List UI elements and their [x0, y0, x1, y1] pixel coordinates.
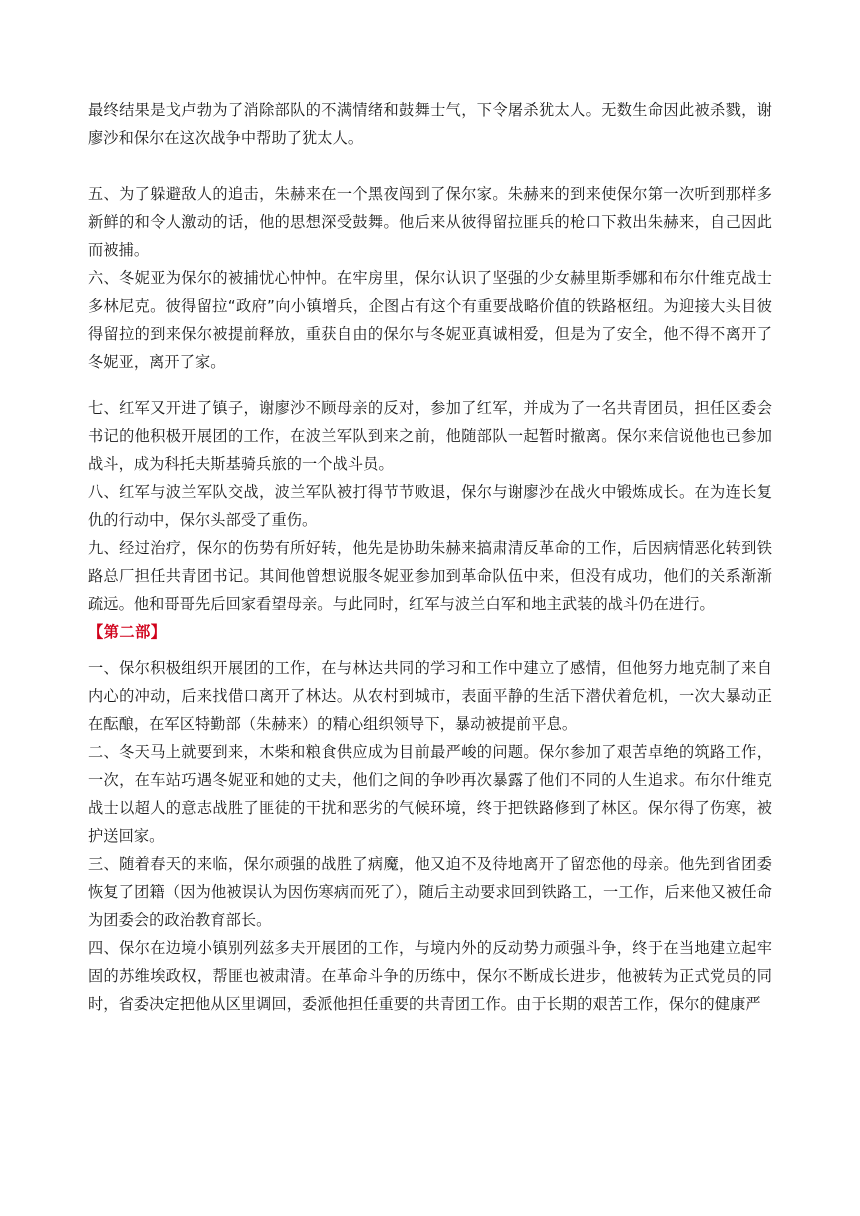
paragraph-gap	[88, 152, 772, 180]
paragraph-part1-section-7: 七、红军又开进了镇子，谢廖沙不顾母亲的反对，参加了红军，并成为了一名共青团员，担任区委会书记的他积极开展团的工作，在波兰军队到来之前，他随部队一起暂时撤离。保尔来信说他也已参加战斗，成为科托夫斯基骑兵旅的一个战斗员。	[88, 399, 772, 473]
paragraph-part2-section-1: 一、保尔积极组织开展团的工作，在与林达共同的学习和工作中建立了感情，但他努力地克制了来自内心的冲动，后来找借口离开了林达。从农村到城市，表面平静的生活下潜伏着危机，一次大暴动正在酝酿，在军区特勤部（朱赫来）的精心组织领导下，暴动被提前平息。	[88, 659, 772, 733]
paragraph-massacre-outcome: 最终结果是戈卢勃为了消除部队的不满情绪和鼓舞士气，下令屠杀犹太人。无数生命因此被杀戮，谢廖沙和保尔在这次战争中帮助了犹太人。	[88, 101, 772, 147]
document-body	[88, 96, 772, 1018]
paragraph-part2-section-3: 三、随着春天的来临，保尔顽强的战胜了病魔，他又迫不及待地离开了留恋他的母亲。他先到省团委恢复了团籍（因为他被误认为因伤寒病而死了），随后主动要求回到铁路工，一工作，后来他又被任命为团委会的政治教育部长。	[88, 855, 772, 929]
paragraph-part1-section-5: 五、为了躲避敌人的追击，朱赫来在一个黑夜闯到了保尔家。朱赫来的到来使保尔第一次听到那样多新鲜的和令人激动的话，他的思想深受鼓舞。他后来从彼得留拉匪兵的枪口下救出朱赫来，自己因此而被捕。	[88, 185, 772, 259]
paragraph-part2-section-2: 二、冬天马上就要到来，木柴和粮食供应成为目前最严峻的问题。保尔参加了艰苦卓绝的筑路工作，一次，在车站巧遇冬妮亚和她的丈夫，他们之间的争吵再次暴露了他们不同的人生追求。布尔什维克战士以超人的意志战胜了匪徒的干扰和恶劣的气候环境，终于把铁路修到了林区。保尔得了伤寒，被护送回家。	[88, 743, 772, 845]
paragraph-part1-section-8: 八、红军与波兰军队交战，波兰军队被打得节节败退，保尔与谢廖沙在战火中锻炼成长。在为连长复仇的行动中，保尔头部受了重伤。	[88, 483, 772, 529]
paragraph-gap	[88, 376, 772, 394]
paragraph-gap	[88, 646, 772, 654]
section-title-part-two: 【第二部】	[88, 623, 167, 641]
paragraph-part1-section-6: 六、冬妮亚为保尔的被捕忧心忡忡。在牢房里，保尔认识了坚强的少女赫里斯季娜和布尔什维克战士多林尼克。彼得留拉“政府”向小镇增兵，企图占有这个有重要战略价值的铁路枢纽。为迎接大头目彼得留拉的到来保尔被提前释放，重获自由的保尔与冬妮亚真诚相爱，但是为了安全，他不得不离开了冬妮亚，离开了家。	[88, 269, 772, 371]
paragraph-part2-section-4: 四、保尔在边境小镇别列兹多夫开展团的工作，与境内外的反动势力顽强斗争，终于在当地建立起牢固的苏维埃政权，帮匪也被肃清。在革命斗争的历练中，保尔不断成长进步，他被转为正式党员的同时，省委决定把他从区里调回，委派他担任重要的共青团工作。由于长期的艰苦工作，保尔的健康严	[88, 939, 772, 1013]
paragraph-part1-section-9: 九、经过治疗，保尔的伤势有所好转，他先是协助朱赫来搞肃清反革命的工作，后因病情恶化转到铁路总厂担任共青团书记。其间他曾想说服冬妮亚参加到革命队伍中来，但没有成功，他们的关系渐渐疏远。他和哥哥先后回家看望母亲。与此同时，红军与波兰白军和地主武装的战斗仍在进行。	[88, 539, 772, 613]
